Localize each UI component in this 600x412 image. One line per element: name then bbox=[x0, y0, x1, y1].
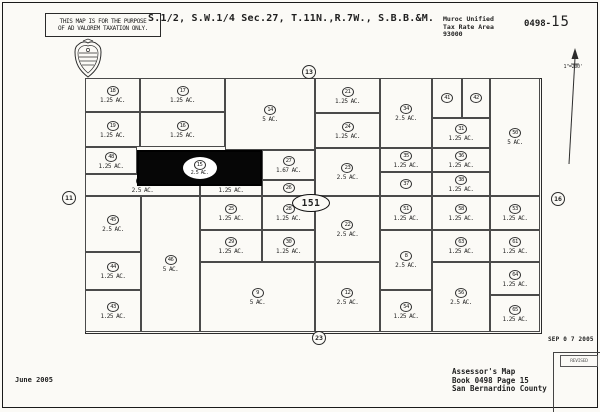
parcel-number: 50 bbox=[509, 128, 521, 138]
parcel-label bbox=[507, 128, 523, 146]
parcel-label bbox=[450, 288, 472, 306]
parcel bbox=[262, 150, 315, 180]
parcel-number: 17 bbox=[177, 86, 189, 96]
parcel-acreage: 2.5 AC. bbox=[336, 299, 359, 306]
parcel-acreage: 2.5 AC. bbox=[336, 231, 359, 238]
parcel-label bbox=[283, 183, 295, 193]
parcel-acreage: 1.67 AC. bbox=[276, 167, 301, 174]
parcel-label bbox=[219, 204, 244, 222]
tax-rate-line1: Muroc Unified bbox=[443, 15, 494, 23]
parcel-acreage: 1.25 AC. bbox=[98, 162, 124, 170]
parcel-label bbox=[503, 305, 528, 323]
parcel-acreage: 1.25 AC. bbox=[218, 187, 244, 194]
parcel-number: 29 bbox=[225, 237, 237, 247]
scale-label: 1"=200' bbox=[563, 64, 583, 70]
parcel-number: 58 bbox=[455, 204, 467, 214]
parcel bbox=[85, 196, 141, 252]
parcel-number: 41 bbox=[441, 93, 453, 103]
tax-rate-line2: Tax Rate Area bbox=[443, 22, 494, 31]
parcel-number: 64 bbox=[509, 270, 521, 280]
parcel-label bbox=[219, 237, 244, 255]
highlighted-parcel bbox=[137, 150, 262, 186]
parcel-label bbox=[503, 270, 528, 288]
parcel bbox=[432, 230, 490, 262]
parcel bbox=[432, 262, 490, 332]
parcel-number: 38 bbox=[455, 175, 467, 185]
parcel bbox=[315, 78, 380, 113]
parcel-acreage: 1.25 AC. bbox=[276, 215, 301, 222]
parcel-label bbox=[101, 262, 126, 280]
parcel-acreage: 1.25 AC. bbox=[170, 97, 195, 104]
parcel bbox=[85, 290, 141, 332]
parcel bbox=[490, 262, 540, 295]
section-corner-marker: 11 bbox=[62, 191, 76, 205]
parcel-number: 30 bbox=[283, 237, 295, 247]
parcel-label bbox=[449, 124, 474, 142]
parcel bbox=[490, 295, 540, 332]
tax-rate-code: 93000 bbox=[443, 30, 463, 38]
parcel-label bbox=[400, 179, 412, 189]
parcel-label bbox=[395, 251, 417, 269]
parcel-number: 18 bbox=[107, 86, 119, 96]
parcel-label bbox=[170, 121, 195, 139]
parcel-acreage: 1.25 AC. bbox=[335, 132, 360, 140]
page-number: 15 bbox=[551, 14, 570, 30]
parcel-acreage: 5 AC. bbox=[249, 299, 266, 306]
parcel-acreage: 2.5 AC. bbox=[336, 174, 359, 181]
parcel bbox=[200, 230, 262, 262]
parcel bbox=[490, 78, 540, 196]
parcel-number: 36 bbox=[455, 151, 467, 161]
parcel bbox=[432, 78, 462, 118]
parcel-number: 42 bbox=[470, 93, 482, 103]
parcel-acreage: 1.25 AC. bbox=[218, 215, 244, 222]
parcel-number: 46 bbox=[165, 255, 177, 265]
parcel-acreage: 1.25 AC. bbox=[276, 248, 301, 255]
parcel-acreage: 1.25 AC. bbox=[335, 97, 360, 105]
parcel-number: 24 bbox=[342, 122, 354, 132]
assessor-line2: Book 0498 Page 15 bbox=[452, 375, 529, 385]
parcel-acreage: 2.5 AC. bbox=[395, 115, 417, 122]
parcel-label bbox=[449, 204, 474, 222]
parcel bbox=[85, 147, 137, 174]
parcel-label bbox=[100, 86, 125, 104]
parcel bbox=[432, 196, 490, 230]
parcel-acreage: 1.25 AC. bbox=[502, 315, 528, 323]
parcel-number: 65 bbox=[509, 305, 521, 315]
parcel-label bbox=[337, 220, 359, 238]
parcel-label bbox=[163, 255, 179, 273]
parcel-number: 27 bbox=[283, 156, 295, 166]
parcel-acreage: 1.25 AC. bbox=[502, 280, 528, 288]
parcel bbox=[315, 148, 380, 196]
parcel bbox=[141, 196, 200, 332]
section-corner-marker: 16 bbox=[551, 192, 565, 206]
parcel-label bbox=[276, 156, 301, 174]
parcel-acreage: 1.25 AC. bbox=[448, 186, 474, 193]
parcel-label bbox=[394, 151, 419, 169]
parcel-label bbox=[335, 87, 360, 105]
parcel-number: 21 bbox=[342, 87, 354, 97]
parcel-acreage: 2.5 AC. bbox=[131, 187, 154, 194]
parcel-acreage: 2.5 AC. bbox=[395, 262, 417, 269]
parcel-number: 8 bbox=[400, 251, 412, 261]
parcel-number: 63 bbox=[455, 237, 467, 247]
assessor-line3: San Bernardino County bbox=[452, 384, 547, 393]
parcel-acreage: 1.25 AC. bbox=[218, 248, 244, 255]
parcel-acreage: 1.25 AC. bbox=[100, 131, 125, 139]
parcel-acreage: 1.25 AC. bbox=[448, 248, 474, 255]
parcel-number: 23 bbox=[341, 163, 353, 173]
parcel-number: 22 bbox=[341, 220, 353, 230]
parcel bbox=[200, 262, 315, 332]
parcel-acreage: 1.25 AC. bbox=[393, 313, 419, 320]
parcel-acreage: 5 AC. bbox=[262, 116, 278, 123]
parcel bbox=[315, 113, 380, 148]
parcel-number: 48 bbox=[105, 152, 117, 162]
parcel-label bbox=[100, 121, 125, 139]
parcel-number: 19 bbox=[107, 121, 119, 131]
parcel bbox=[432, 172, 490, 196]
parcel-acreage: 5 AC. bbox=[162, 266, 179, 273]
parcel-number: 15 bbox=[194, 160, 206, 170]
disclaimer-line2: OF AD VALOREM TAXATION ONLY. bbox=[58, 25, 148, 32]
parcel-label bbox=[449, 175, 474, 193]
parcel-acreage: 1.25 AC. bbox=[100, 313, 126, 320]
parcel bbox=[490, 196, 540, 230]
section-title: S.1/2, S.W.1/4 Sec.27, T.11N.,R.7W., S.B.B.&M. bbox=[148, 13, 435, 24]
parcel-label bbox=[102, 215, 124, 233]
parcel-number: 35 bbox=[400, 151, 412, 161]
parcel-label bbox=[449, 151, 474, 169]
parcel-number: 25 bbox=[225, 204, 237, 214]
parcel bbox=[380, 78, 432, 148]
parcel-label bbox=[250, 288, 266, 306]
parcel-acreage: 1.25 AC. bbox=[502, 215, 528, 222]
parcel-number: 53 bbox=[509, 204, 521, 214]
assessor-map-reference bbox=[452, 368, 547, 394]
revision-table bbox=[553, 352, 600, 412]
parcel-acreage: 2.5 AC. bbox=[102, 226, 124, 233]
parcel-number: 28 bbox=[283, 204, 295, 214]
parcel-number: 45 bbox=[107, 215, 119, 225]
parcel-label bbox=[335, 122, 360, 140]
parcel-number: 16 bbox=[177, 121, 189, 131]
parcel-label bbox=[394, 302, 419, 320]
parcel bbox=[432, 118, 490, 148]
parcel-number: 54 bbox=[400, 302, 412, 312]
parcel-acreage: 1.25 AC. bbox=[393, 215, 419, 222]
parcel-label bbox=[337, 163, 359, 181]
parcel bbox=[462, 78, 490, 118]
revised-box: REVISED bbox=[560, 355, 598, 367]
parcel-number: 34 bbox=[400, 104, 412, 114]
parcel-label bbox=[99, 152, 124, 170]
parcel-acreage: 1.25 AC. bbox=[448, 215, 474, 222]
parcel bbox=[200, 196, 262, 230]
parcel-acreage: 2.5 AC. bbox=[450, 299, 472, 306]
disclaimer-line1: THIS MAP IS FOR THE PURPOSE bbox=[59, 18, 147, 25]
parcel bbox=[225, 78, 315, 150]
parcel-number: 31 bbox=[455, 124, 467, 134]
parcel-label bbox=[449, 237, 474, 255]
parcel bbox=[490, 230, 540, 262]
assessor-line1: Assessor's Map bbox=[452, 367, 516, 376]
parcel-number: 14 bbox=[264, 105, 276, 115]
parcel-acreage: 2.5 AC. bbox=[190, 170, 209, 176]
parcel-label bbox=[441, 93, 453, 103]
parcel-number: 51 bbox=[400, 204, 412, 214]
parcel-number: 61 bbox=[509, 237, 521, 247]
parcel bbox=[432, 148, 490, 172]
parcel-acreage: 1.25 AC. bbox=[393, 162, 419, 169]
parcel-number: 44 bbox=[107, 262, 119, 272]
parcel bbox=[380, 230, 432, 290]
book-code: 0498- bbox=[524, 19, 552, 29]
parcel-label bbox=[503, 204, 528, 222]
parcel bbox=[85, 112, 140, 147]
parcel-label bbox=[101, 302, 126, 320]
parcel bbox=[262, 230, 315, 262]
highway-151-oval: 151 bbox=[292, 194, 330, 212]
parcel-acreage: 1.25 AC. bbox=[100, 273, 126, 280]
date-stamp: SEP 0 7 2005 bbox=[548, 336, 594, 343]
parcel-label bbox=[276, 237, 301, 255]
parcel-number: 37 bbox=[400, 179, 412, 189]
parcel-label bbox=[394, 204, 419, 222]
parcel-number: 9 bbox=[252, 288, 264, 298]
parcel bbox=[140, 112, 225, 147]
parcel-label bbox=[503, 237, 528, 255]
parcel bbox=[380, 148, 432, 172]
parcel bbox=[85, 252, 141, 290]
parcel-number: 56 bbox=[455, 288, 467, 298]
parcel-acreage: 1.25 AC. bbox=[502, 248, 528, 255]
parcel-number: 12 bbox=[341, 288, 353, 298]
parcel-label bbox=[183, 157, 217, 179]
parcel-acreage: 1.25 AC. bbox=[448, 162, 474, 169]
parcel bbox=[380, 290, 432, 332]
parcel bbox=[140, 78, 225, 112]
parcel-acreage: 1.25 AC. bbox=[448, 135, 474, 142]
parcel-number: 43 bbox=[107, 302, 119, 312]
section-corner-marker: 13 bbox=[302, 65, 316, 79]
parcel-label bbox=[337, 288, 359, 306]
parcel-acreage: 1.25 AC. bbox=[100, 97, 125, 104]
parcel-acreage: 5 AC. bbox=[507, 139, 523, 146]
parcel-label bbox=[262, 105, 278, 123]
parcel bbox=[380, 196, 432, 230]
map-date: June 2005 bbox=[15, 376, 53, 384]
parcel-acreage: 1.25 AC. bbox=[170, 131, 195, 139]
parcel bbox=[380, 172, 432, 196]
parcel bbox=[315, 262, 380, 332]
parcel-number: 26 bbox=[283, 183, 295, 193]
section-corner-marker: 23 bbox=[312, 331, 326, 345]
parcel bbox=[85, 78, 140, 112]
parcel-label bbox=[170, 86, 195, 104]
parcel-label bbox=[470, 93, 482, 103]
parcel-label bbox=[395, 104, 417, 122]
